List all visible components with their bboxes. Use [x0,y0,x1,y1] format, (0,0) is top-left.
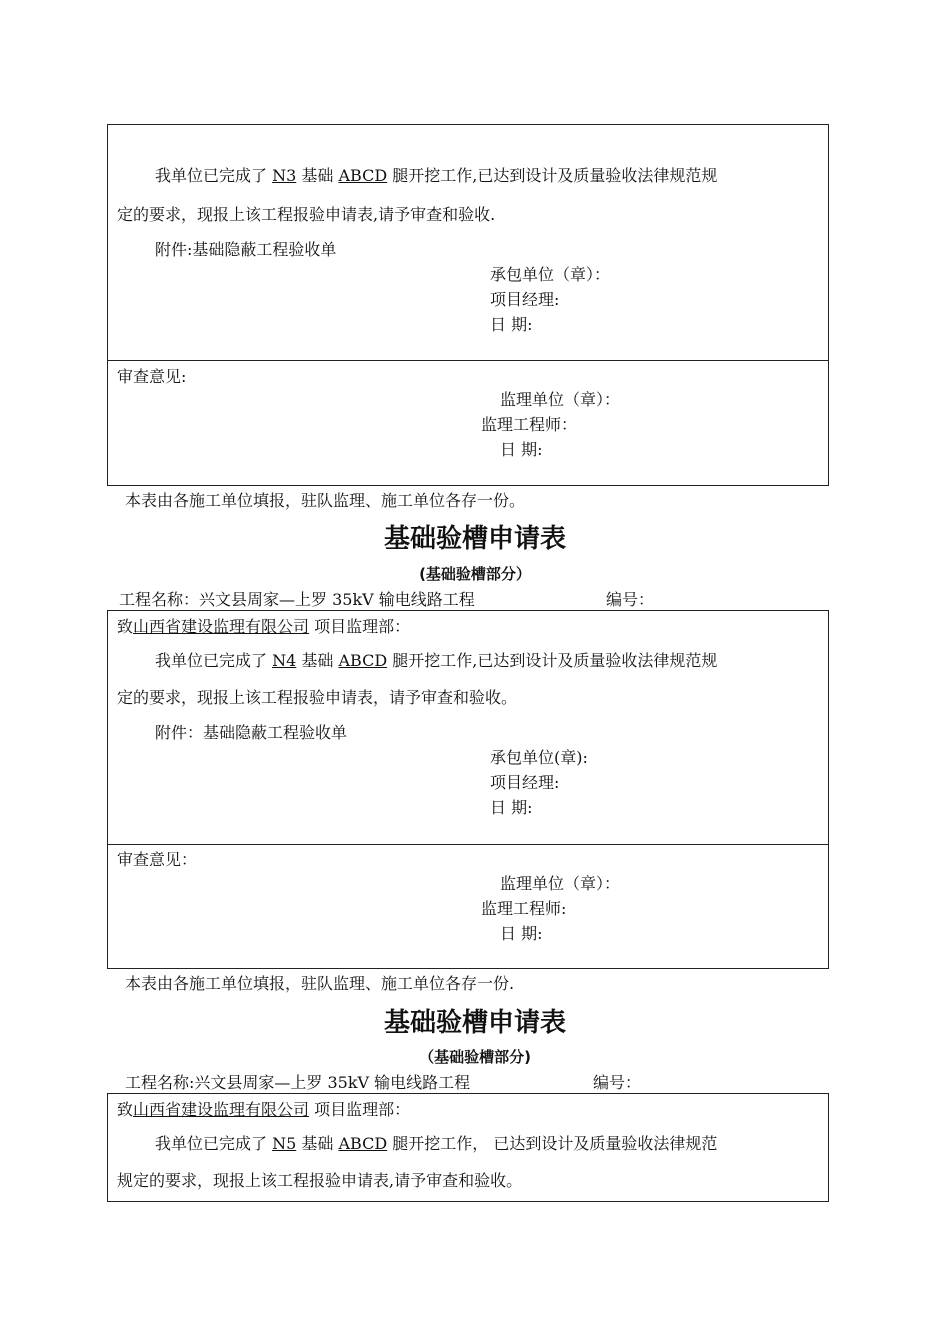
form1-supervision-unit: 监理单位（章）： [500,390,621,409]
form1-footer-note: 本表由各施工单位填报，驻队监理、施工单位各存一份。 [125,491,526,510]
form2-supervision-date: 日 期: [500,924,543,943]
form2-paragraph-line1 [155,648,717,671]
form2-date: 日 期: [490,798,533,817]
leg-labels: ABCD [338,166,388,185]
form3-addressee [117,1097,410,1120]
text: 基础 [296,1134,339,1153]
form2-footer-note: 本表由各施工单位填报，驻队监理、施工单位各存一份. [125,974,515,993]
form1-supervision-date: 日 期: [500,440,543,459]
form3-title: 基础验槽申请表 [383,1008,566,1038]
text: 基础 [296,166,339,185]
text: 致 [117,1100,134,1119]
form3-number-label: 编号： [593,1073,642,1092]
form2-supervision-unit: 监理单位（章）： [500,874,621,893]
form1-paragraph-line2: 定的要求，现报上该工程报验申请表,请予审查和验收. [117,205,496,224]
text: 项目监理部： [309,1100,411,1119]
form3-project-name: 工程名称:兴文县周家—上罗 35kV 输电线路工程 [125,1073,471,1092]
form3-paragraph-line2: 规定的要求，现报上该工程报验申请表,请予审查和验收。 [117,1171,523,1190]
text: 我单位已完成了 [155,166,273,185]
form1-review-box [107,360,829,486]
pole-number: N3 [272,166,297,185]
text: 我单位已完成了 [155,651,273,670]
text: 基础 [296,651,339,670]
form2-review-label: 审查意见： [117,850,198,869]
form3-subtitle: （基础验槽部分) [419,1048,531,1066]
form2-project-name: 工程名称：兴文县周家—上罗 35kV 输电线路工程 [119,590,475,609]
form2-supervision-engineer: 监理工程师: [481,899,567,918]
form2-paragraph-line2: 定的要求，现报上该工程报验申请表，请予审查和验收。 [117,688,518,707]
form2-number-label: 编号： [606,590,655,609]
form1-date: 日 期: [490,315,533,334]
text: 腿开挖工作,已达到设计及质量验收法律规范规 [387,651,718,670]
pole-number: N5 [272,1134,297,1153]
form1-supervision-engineer: 监理工程师： [481,415,578,434]
form2-addressee [117,614,410,637]
form1-contractor-seal: 承包单位（章）： [490,265,611,284]
form2-attachment: 附件：基础隐蔽工程验收单 [155,723,348,742]
form1-review-label: 审查意见: [117,367,187,386]
text: 致 [117,617,134,636]
supervision-company: 山西省建设监理有限公司 [133,1100,310,1119]
form2-title: 基础验槽申请表 [383,524,566,554]
pole-number: N4 [272,651,297,670]
text: 项目监理部： [309,617,411,636]
form3-paragraph-line1 [155,1131,717,1154]
text: 腿开挖工作， 已达到设计及质量验收法律规范 [387,1134,718,1153]
form1-project-manager: 项目经理: [490,290,560,309]
form1-paragraph-line1 [155,163,717,186]
form1-attachment: 附件:基础隐蔽工程验收单 [155,240,337,259]
form2-project-manager: 项目经理: [490,773,560,792]
form2-review-box [107,844,829,969]
text: 我单位已完成了 [155,1134,273,1153]
form2-contractor-seal: 承包单位(章): [490,748,588,767]
form2-subtitle: (基础验槽部分） [419,565,531,583]
leg-labels: ABCD [338,651,388,670]
text: 腿开挖工作,已达到设计及质量验收法律规范规 [387,166,718,185]
leg-labels: ABCD [338,1134,388,1153]
supervision-company: 山西省建设监理有限公司 [133,617,310,636]
